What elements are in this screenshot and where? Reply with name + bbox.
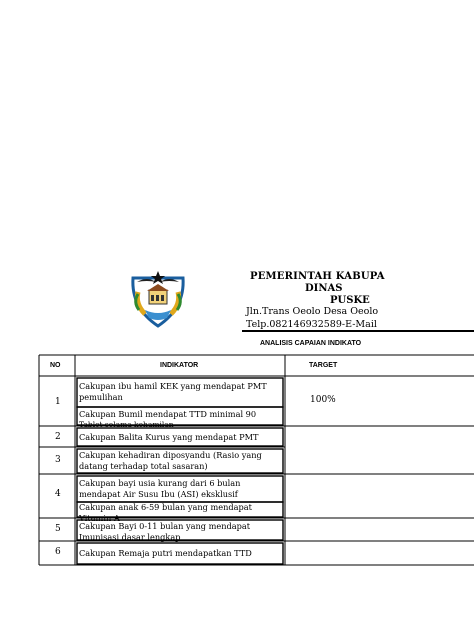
row-number: 5 [55,524,61,534]
column-header-indikator: INDIKATOR [160,362,199,369]
document-subtitle: ANALISIS CAPAIAN INDIKATO [260,340,362,347]
header-contact: Telp.082146932589-E-Mail [246,319,377,330]
row-number: 4 [55,489,61,499]
header-government-title: PEMERINTAH KABUPA [250,271,385,282]
indicator-text: Cakupan bayi usia kurang dari 6 bulan mendapat Air Susu Ibu (ASI) eksklusif [79,478,241,499]
indicator-text: Cakupan anak 6-59 bulan yang mendapat Vitamin A [79,502,252,523]
indicator-text: Cakupan Balita Kurus yang mendapat PMT [79,432,259,442]
indicator-text: Cakupan kehadiran diposyandu (Rasio yang datang terhadap total sasaran) [79,450,262,471]
row-number: 2 [55,432,61,442]
row-number: 6 [55,547,61,557]
header-dinas: DINAS [305,283,343,294]
header-puskesmas: PUSKE [330,295,370,306]
column-header-target: TARGET [309,362,338,369]
indicator-text: Cakupan ibu hamil KEK yang mendapat PMT pemulihan [79,381,267,402]
row-number: 3 [55,455,61,465]
indicator-text: Cakupan Bayi 0-11 bulan yang mendapat Imunisasi dasar lengkap [79,521,251,542]
indicator-text: Cakupan Remaja putri mendapatkan TTD [79,548,252,558]
row-number: 1 [55,397,61,407]
target-value: 100% [310,395,336,405]
header-address: Jln.Trans Oeolo Desa Oeolo [246,306,379,317]
column-header-no: NO [50,362,61,369]
indicator-text: Cakupan Bumil mendapat TTD minimal 90 Tablet selama kehamilan [79,409,257,429]
